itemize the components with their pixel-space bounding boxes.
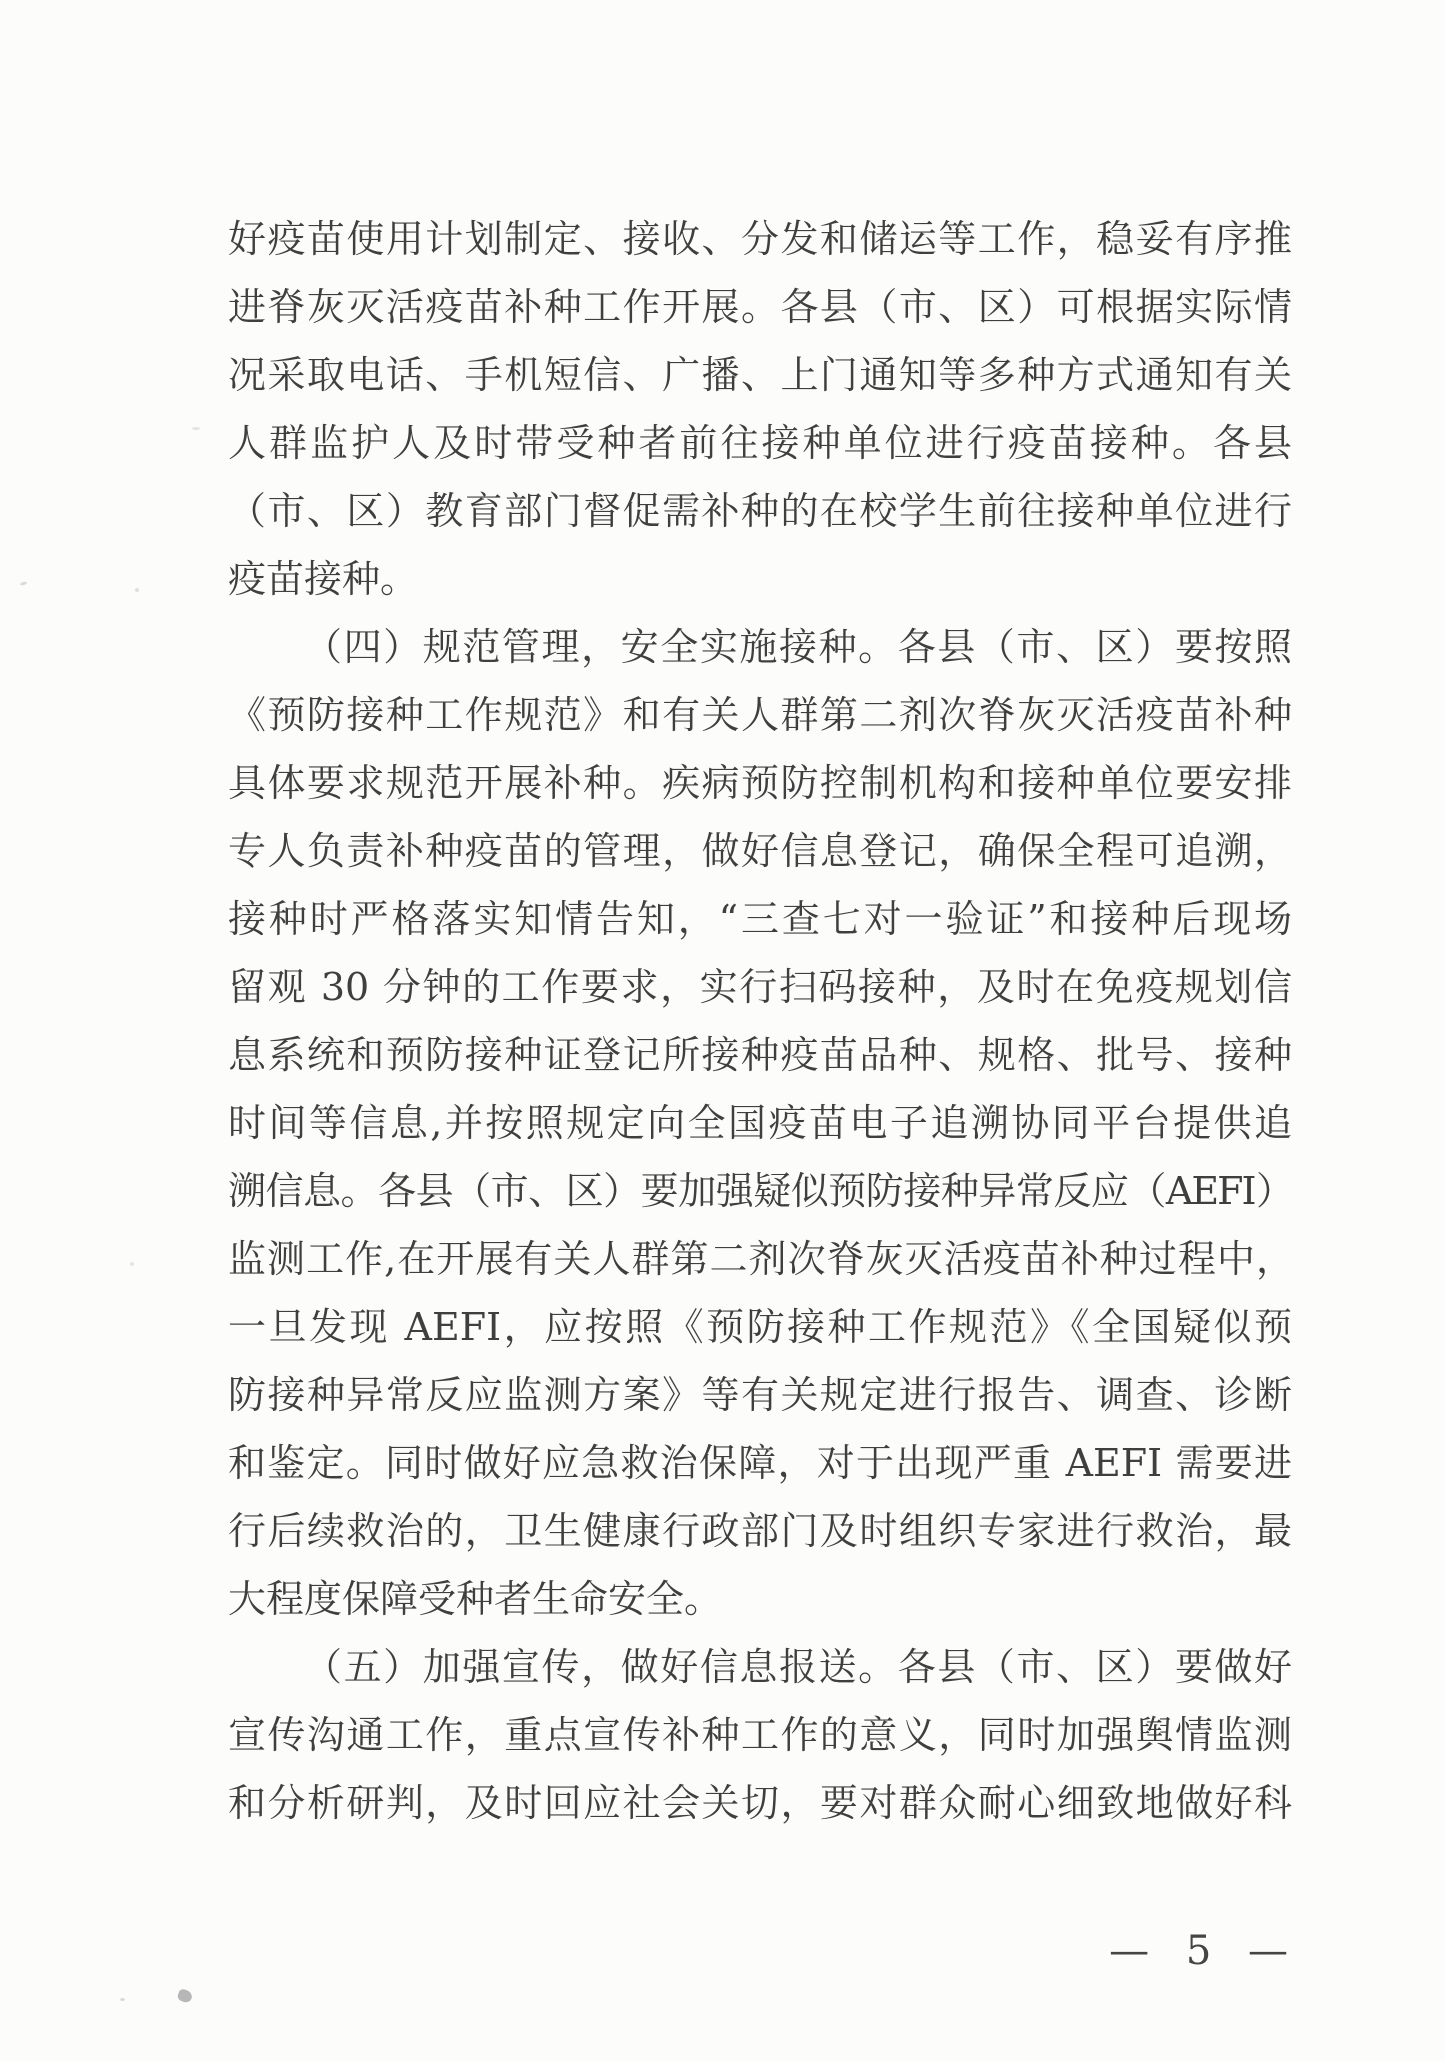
text-line: 况采取电话、手机短信、广播、上门通知等多种方式通知有关	[228, 353, 1292, 397]
scan-speck	[120, 1998, 125, 2001]
text-line: 防接种异常反应监测方案》等有关规定进行报告、调查、诊断	[228, 1373, 1292, 1417]
scan-speck	[176, 1988, 193, 2004]
scan-speck	[130, 1262, 134, 1266]
text-line-paragraph-5-heading: （五）加强宣传，做好信息报送。各县（市、区）要做好	[304, 1645, 1292, 1689]
text-line: （市、区）教育部门督促需补种的在校学生前往接种单位进行	[228, 489, 1292, 533]
text-line: 留观 30 分钟的工作要求，实行扫码接种，及时在免疫规划信	[228, 965, 1292, 1009]
text-line: 监测工作,在开展有关人群第二剂次脊灰灭活疫苗补种过程中，	[228, 1237, 1292, 1281]
text-line: 人群监护人及时带受种者前往接种单位进行疫苗接种。各县	[228, 421, 1292, 465]
text-line-paragraph-4-heading: （四）规范管理，安全实施接种。各县（市、区）要按照	[304, 625, 1292, 669]
document-text-block	[228, 205, 1292, 1837]
text-line: 具体要求规范开展补种。疾病预防控制机构和接种单位要安排	[228, 761, 1292, 805]
text-line: 溯信息。各县（市、区）要加强疑似预防接种异常反应（AEFI）	[228, 1169, 1292, 1213]
text-line: 好疫苗使用计划制定、接收、分发和储运等工作，稳妥有序推	[228, 217, 1292, 261]
text-line: 《预防接种工作规范》和有关人群第二剂次脊灰灭活疫苗补种	[228, 693, 1292, 737]
text-line: 疫苗接种。	[228, 557, 419, 601]
text-line: 息系统和预防接种证登记所接种疫苗品种、规格、批号、接种	[228, 1033, 1292, 1077]
text-line: 大程度保障受种者生命安全。	[228, 1577, 723, 1621]
scan-speck	[192, 427, 200, 430]
text-line: 进脊灰灭活疫苗补种工作开展。各县（市、区）可根据实际情	[228, 285, 1292, 329]
scan-speck	[135, 588, 139, 592]
text-line: 专人负责补种疫苗的管理，做好信息登记，确保全程可追溯，	[228, 829, 1292, 873]
text-line: 和鉴定。同时做好应急救治保障，对于出现严重 AEFI 需要进	[228, 1441, 1292, 1485]
text-line: 接种时严格落实知情告知，“三查七对一验证”和接种后现场	[228, 897, 1292, 941]
text-line: 一旦发现 AEFI，应按照《预防接种工作规范》《全国疑似预	[228, 1305, 1292, 1349]
text-line: 宣传沟通工作，重点宣传补种工作的意义，同时加强舆情监测	[228, 1713, 1292, 1757]
page-number: — 5 —	[1109, 1928, 1292, 1974]
text-line: 行后续救治的，卫生健康行政部门及时组织专家进行救治，最	[228, 1509, 1292, 1553]
text-line: 和分析研判，及时回应社会关切，要对群众耐心细致地做好科	[228, 1781, 1292, 1825]
text-line: 时间等信息,并按照规定向全国疫苗电子追溯协同平台提供追	[228, 1101, 1292, 1145]
scan-speck	[20, 581, 28, 586]
